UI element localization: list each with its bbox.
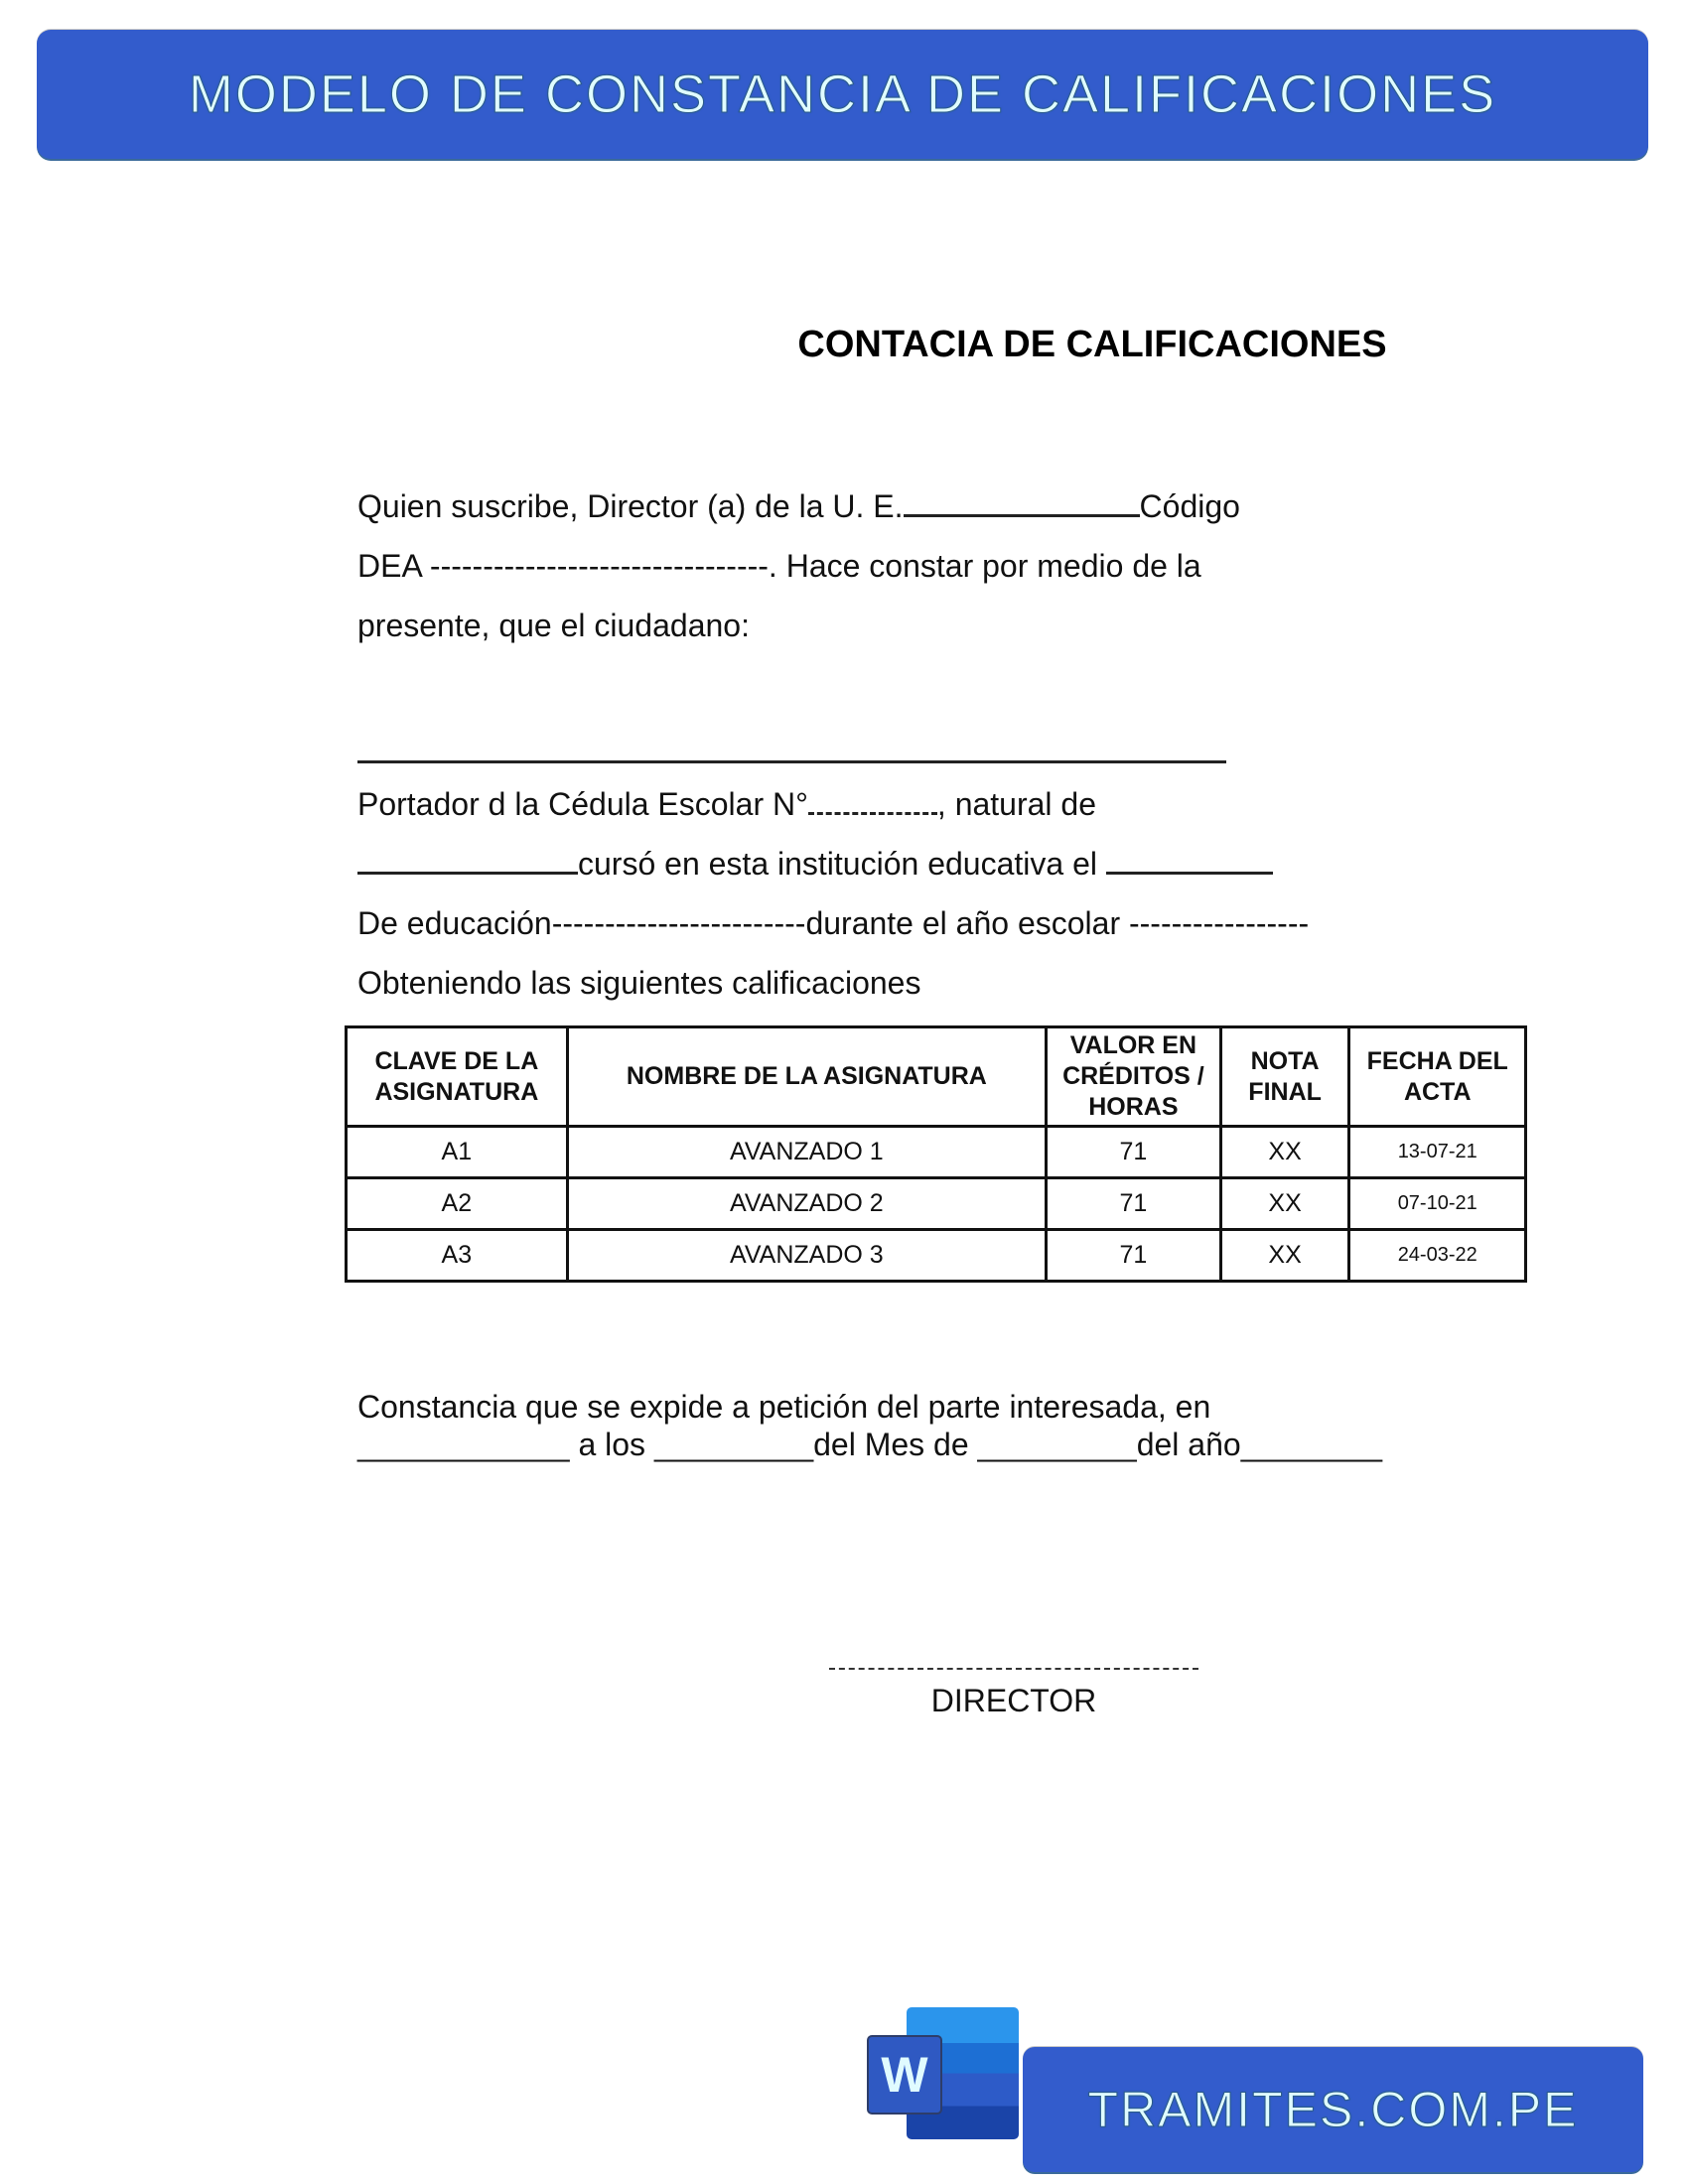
cell-fecha: 07-10-21 bbox=[1349, 1178, 1526, 1230]
word: DEA bbox=[357, 548, 422, 584]
word-icon bbox=[867, 2007, 1021, 2141]
closing-line-1: Constancia que se expide a petición del parte interesada, en bbox=[357, 1389, 1211, 1425]
cell-nombre: AVANZADO 2 bbox=[567, 1178, 1046, 1230]
curso-label: cursó en esta institución educativa el bbox=[578, 846, 1097, 882]
details-line-4: Obteniendo las siguientes calificaciones bbox=[357, 965, 921, 1001]
details-line-2 bbox=[357, 834, 1355, 893]
cell-nombre: AVANZADO 1 bbox=[567, 1127, 1046, 1178]
natural-label: , natural de bbox=[936, 786, 1097, 822]
cell-fecha: 13-07-21 bbox=[1349, 1127, 1526, 1178]
table-row bbox=[347, 1178, 1526, 1230]
cedula-blank-field[interactable] bbox=[808, 784, 937, 815]
course-date-blank-field[interactable] bbox=[1106, 844, 1273, 875]
signature-label: DIRECTOR bbox=[930, 1683, 1097, 1718]
word: constar bbox=[869, 548, 974, 584]
citizen-name-blank-field[interactable] bbox=[357, 760, 1226, 763]
document-title: CONTACIA DE CALIFICACIONES bbox=[797, 324, 1387, 365]
cell-valor: 71 bbox=[1047, 1127, 1221, 1178]
details-line-1 bbox=[357, 774, 1355, 834]
word: la bbox=[1176, 548, 1201, 584]
details-paragraph bbox=[357, 774, 1355, 1013]
table-row bbox=[347, 1127, 1526, 1178]
header-banner-title: MODELO DE CONSTANCIA DE CALIFICACIONES bbox=[188, 65, 1497, 124]
table-header-row bbox=[347, 1027, 1526, 1127]
intro-line-2 bbox=[357, 536, 1355, 596]
intro-text: Quien suscribe, Director (a) de la U. E. bbox=[357, 488, 904, 524]
closing-paragraph bbox=[357, 1388, 1489, 1463]
intro-paragraph bbox=[357, 477, 1355, 655]
word: de bbox=[1132, 548, 1168, 584]
cell-nombre: AVANZADO 3 bbox=[567, 1230, 1046, 1282]
cell-fecha: 24-03-22 bbox=[1349, 1230, 1526, 1282]
header-banner bbox=[37, 30, 1648, 159]
site-banner[interactable] bbox=[1023, 2047, 1643, 2172]
header-fecha: FECHA DEL ACTA bbox=[1349, 1027, 1526, 1127]
cell-clave: A1 bbox=[347, 1127, 568, 1178]
ue-blank-field[interactable] bbox=[904, 486, 1140, 517]
word: por bbox=[982, 548, 1029, 584]
cell-nota: XX bbox=[1220, 1230, 1349, 1282]
header-clave: CLAVE DE LA ASIGNATURA bbox=[347, 1027, 568, 1127]
codigo-label: Código bbox=[1139, 488, 1240, 524]
cell-nota: XX bbox=[1220, 1178, 1349, 1230]
intro-line-3: presente, que el ciudadano: bbox=[357, 608, 750, 643]
cell-clave: A3 bbox=[347, 1230, 568, 1282]
cell-nota: XX bbox=[1220, 1127, 1349, 1178]
word: medio bbox=[1037, 548, 1124, 584]
signature-line bbox=[829, 1668, 1198, 1670]
cell-valor: 71 bbox=[1047, 1230, 1221, 1282]
table-row bbox=[347, 1230, 1526, 1282]
dea-blank-field[interactable]: --------------------------------. bbox=[429, 548, 777, 584]
intro-line-1 bbox=[357, 477, 1355, 536]
word-icon-letter: W bbox=[867, 2035, 942, 2115]
header-nombre: NOMBRE DE LA ASIGNATURA bbox=[567, 1027, 1046, 1127]
grades-table bbox=[345, 1025, 1527, 1283]
origin-blank-field[interactable] bbox=[357, 844, 578, 875]
closing-line-2: ____________ a los _________del Mes de _________del año________ bbox=[357, 1427, 1383, 1462]
header-valor: VALOR EN CRÉDITOS / HORAS bbox=[1047, 1027, 1221, 1127]
details-line-3: De educación------------------------durante el año escolar ----------------- bbox=[357, 905, 1310, 941]
cedula-label: Portador d la Cédula Escolar N° bbox=[357, 786, 808, 822]
cell-valor: 71 bbox=[1047, 1178, 1221, 1230]
site-name: TRAMITES.COM.PE bbox=[1087, 2082, 1579, 2137]
cell-clave: A2 bbox=[347, 1178, 568, 1230]
word: Hace bbox=[785, 548, 861, 584]
header-nota: NOTA FINAL bbox=[1220, 1027, 1349, 1127]
